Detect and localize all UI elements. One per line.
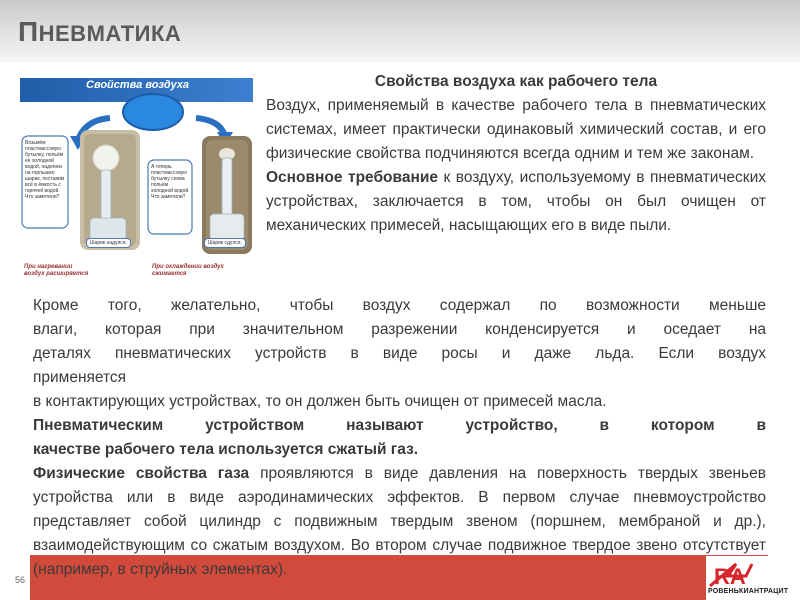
main-requirement-term: Основное требование	[266, 169, 438, 186]
definition-line: Пневматическим устройством называют устройство, в котором в	[33, 417, 766, 434]
paragraph-gas-properties	[33, 462, 766, 582]
page-title-rest: НЕВМАТИКА	[38, 21, 182, 46]
logo-wordmark: РОВЕНЬКИАНТРАЦИТ	[708, 588, 789, 595]
page-title-initial: П	[18, 16, 39, 47]
left-result-tag: Шарик надулся.	[86, 238, 131, 248]
body-line: Кроме того, желательно, чтобы воздух содержал по возможности меньше	[33, 297, 766, 314]
paragraph-main-requirement	[266, 166, 766, 238]
main-requirement-text: к воздуху, используемому в пневматических устройствах, заключается в том, чтобы он был очищен от механических примесей, насыщающих его в виде пыли.	[266, 169, 766, 234]
page-title	[18, 16, 181, 48]
properties-text-block	[266, 70, 766, 238]
bowl-right	[210, 214, 244, 240]
logo-mark-text: RA	[714, 564, 746, 589]
air-properties-illustration	[20, 78, 253, 288]
body-line: деталях пневматических устройств в виде росы и даже льда. Если воздух	[33, 345, 766, 362]
company-logo	[706, 556, 796, 600]
bottle-left	[101, 170, 111, 220]
body-text-block	[33, 294, 766, 582]
body-line: применяется	[33, 369, 127, 386]
gas-properties-term: Физические свойства газа	[33, 465, 250, 482]
header-band	[0, 0, 800, 62]
definition-line: качестве рабочего тела используется сжатый газ.	[33, 441, 419, 458]
illustration-title: Свойства воздуха	[86, 79, 190, 91]
title-plate-ellipse	[123, 94, 183, 130]
right-result-tag: Шарик сдулся.	[204, 238, 246, 248]
bottle-right	[222, 158, 232, 216]
body-line: в контактирующих устройствах, то он должен быть очищен от примесей масла.	[33, 393, 607, 410]
bowl-left	[90, 218, 126, 240]
left-note-text: Возьмём пластмассовую бутылку, польём её холодной водой, наденем на горлышко шарик, поставим всё в ёмкость с горячей водой. Что заметили?	[25, 140, 65, 200]
right-caption: При охлаждении воздух сжимается	[152, 264, 224, 277]
right-note-text: А теперь пластмассовую бутылку снова польём холодной водой. Что заметили?	[151, 164, 190, 200]
section-heading: Свойства воздуха как рабочего тела	[374, 73, 658, 90]
page-number: 56	[14, 575, 25, 585]
left-caption: При нагревании воздух расширяется	[24, 264, 89, 277]
inflated-balloon	[93, 145, 119, 171]
gas-properties-text: проявляются в виде давления на поверхность твердых звеньев устройства или в виде аэродинамических эффектов. В первом случае пневмоустройство представляет собой цилиндр с подвижным твердым звеном (поршнем, мембраной и др.), взаимодействующим со сжатым воздухом. Во втором случае подвижное твердое звено отсутствует (например, в струйных элементах).	[33, 465, 766, 578]
paragraph-air-composition: Воздух, применяемый в качестве рабочего тела в пневматических системах, имеет практически одинаковый химический состав, и его физические свойства подчиняются всегда одним и тем же законам.	[266, 97, 766, 162]
body-line: влаги, которая при значительном разрежении конденсируется и оседает на	[33, 321, 766, 338]
